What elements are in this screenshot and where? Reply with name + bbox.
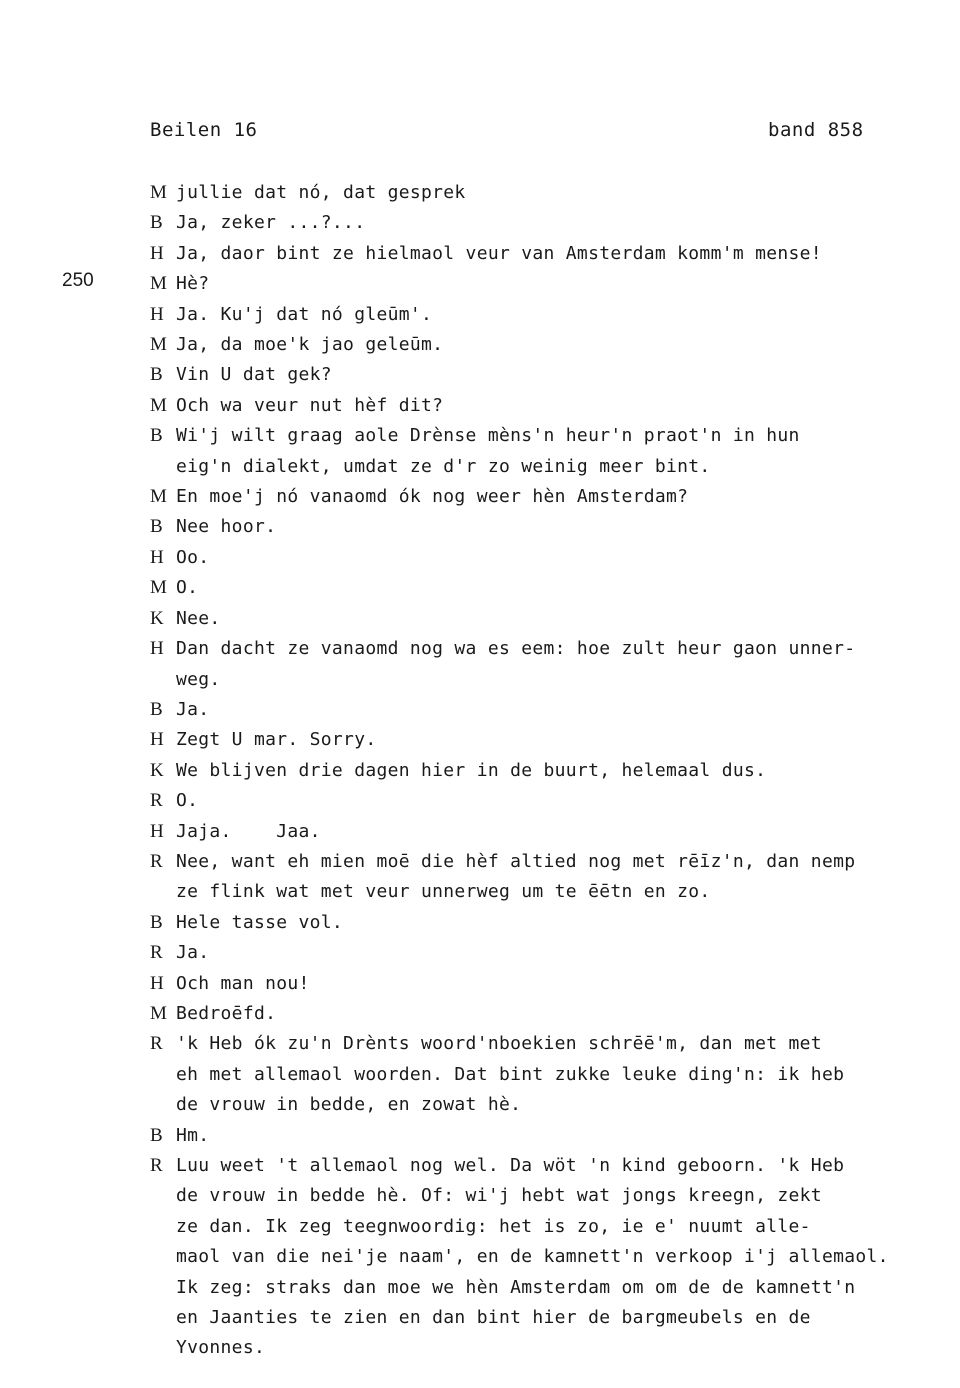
utterance [150,908,940,938]
speaker-label: B [150,212,163,234]
utterance [150,178,940,208]
speaker-label: B [150,516,163,538]
speaker-label: H [150,972,164,994]
utterance-text: Ja, zeker ...?... [176,212,366,234]
speaker-label: H [150,242,164,264]
speaker-label: B [150,1124,163,1146]
utterance [150,1151,940,1364]
utterance-text: Jaja. Jaa. [176,820,321,842]
speaker-label: M [150,486,167,508]
utterance [150,1029,940,1120]
speaker-label: M [150,577,167,599]
utterance-text: Hele tasse vol. [176,911,344,933]
utterance-text: Hm. [176,1124,210,1146]
speaker-label: B [150,364,163,386]
speaker-label: R [150,942,163,964]
utterance [150,695,940,725]
utterance [150,543,940,573]
utterance [150,269,940,299]
utterance-text: Ja. [176,942,210,964]
speaker-label: M [150,334,167,356]
speaker-label: M [150,394,167,416]
utterance [150,999,940,1029]
speaker-label: R [150,1155,163,1176]
utterance-text: Ja, daor bint ze hielmaol veur van Amsterdam komm'm mense! [176,242,822,264]
speaker-label: R [150,1033,163,1055]
utterance [150,634,940,695]
speaker-label: B [150,425,163,447]
header-location: Beilen 16 [150,119,258,141]
utterance [150,208,940,238]
utterance-text: Vin U dat gek? [176,364,332,386]
utterance [150,482,940,512]
speaker-label: H [150,546,164,568]
utterance [150,604,940,634]
utterance-text: O. [176,790,199,812]
utterance [150,391,940,421]
speaker-label: B [150,911,163,933]
utterance [150,756,940,786]
utterance-text: Zegt U mar. Sorry. [176,729,377,751]
utterance [150,786,940,816]
utterance-text: Bedroēfd. [176,1002,277,1024]
utterance-text: Oo. [176,546,210,568]
utterance [150,421,940,482]
speaker-label: M [150,1002,167,1024]
utterance-text: jullie dat nó, dat gesprek [176,182,466,203]
utterance [150,817,940,847]
speaker-label: R [150,850,163,872]
utterance-text: Luu weet 't allemaol nog wel. Da wöt 'n kind geboorn. 'k Heb de vrouw in bedde hè. Of: wi'j hebt wat jongs kreegn, zekt ze dan. Ik zeg teegnwoordig: het is zo, ie e' nuumt alle- maol van die nei'je naam', en de kamnett'n verkoop i'j allemaol. Ik zeg: straks dan moe we hèn Amsterdam om om de de kamnett'n en Jaanties te zien en dan bint hier de bargmeubels en de Yvonnes. [176,1155,889,1359]
utterance-text: Nee, want eh mien moē die hèf altied nog met rēīz'n, dan nemp ze flink wat met veur unnerweg um te ēētn en zo. [176,850,856,903]
utterance-text: We blijven drie dagen hier in de buurt, helemaal dus. [176,759,767,781]
utterance [150,1121,940,1151]
utterance-text: Dan dacht ze vanaomd nog wa es eem: hoe zult heur gaon unner- weg. [176,638,856,690]
speaker-label: K [150,607,164,629]
transcript-body [150,178,940,1364]
utterance-text: O. [176,577,199,599]
speaker-label: H [150,729,164,751]
utterance [150,360,940,390]
speaker-label: M [150,273,167,295]
utterance-text: Och man nou! [176,972,310,994]
utterance-text: Ja. Ku'j dat nó gleūm'. [176,303,433,325]
speaker-label: M [150,182,167,203]
utterance-text: Wi'j wilt graag aole Drènse mèns'n heur'n praot'n in hun eig'n dialekt, umdat ze d'r zo weinig meer bint. [176,425,800,477]
utterance-text: Ja, da moe'k jao geleūm. [176,334,444,356]
utterance [150,239,940,269]
speaker-label: H [150,638,164,660]
speaker-label: R [150,790,163,812]
speaker-label: H [150,820,164,842]
utterance-text: En moe'j nó vanaomd ók nog weer hèn Amsterdam? [176,486,689,508]
header-tape-number: band 858 [768,119,864,141]
utterance [150,512,940,542]
utterance [150,725,940,755]
utterance-text: Nee. [176,607,221,629]
speaker-label: K [150,759,164,781]
utterance [150,330,940,360]
utterance [150,969,940,999]
speaker-label: H [150,303,164,325]
speaker-label: B [150,698,163,720]
utterance-text: Och wa veur nut hèf dit? [176,394,444,416]
utterance [150,300,940,330]
margin-line-number: 250 [62,270,94,291]
utterance-text: Ja. [176,698,210,720]
utterance [150,938,940,968]
utterance [150,573,940,603]
utterance-text: 'k Heb ók zu'n Drènts woord'nboekien schrēē'm, dan met met eh met allemaol woorden. Dat bint zukke leuke ding'n: ik heb de vrouw in bedde, en zowat hè. [176,1033,845,1116]
utterance-text: Nee hoor. [176,516,277,538]
utterance [150,847,940,908]
utterance-text: Hè? [176,273,210,295]
